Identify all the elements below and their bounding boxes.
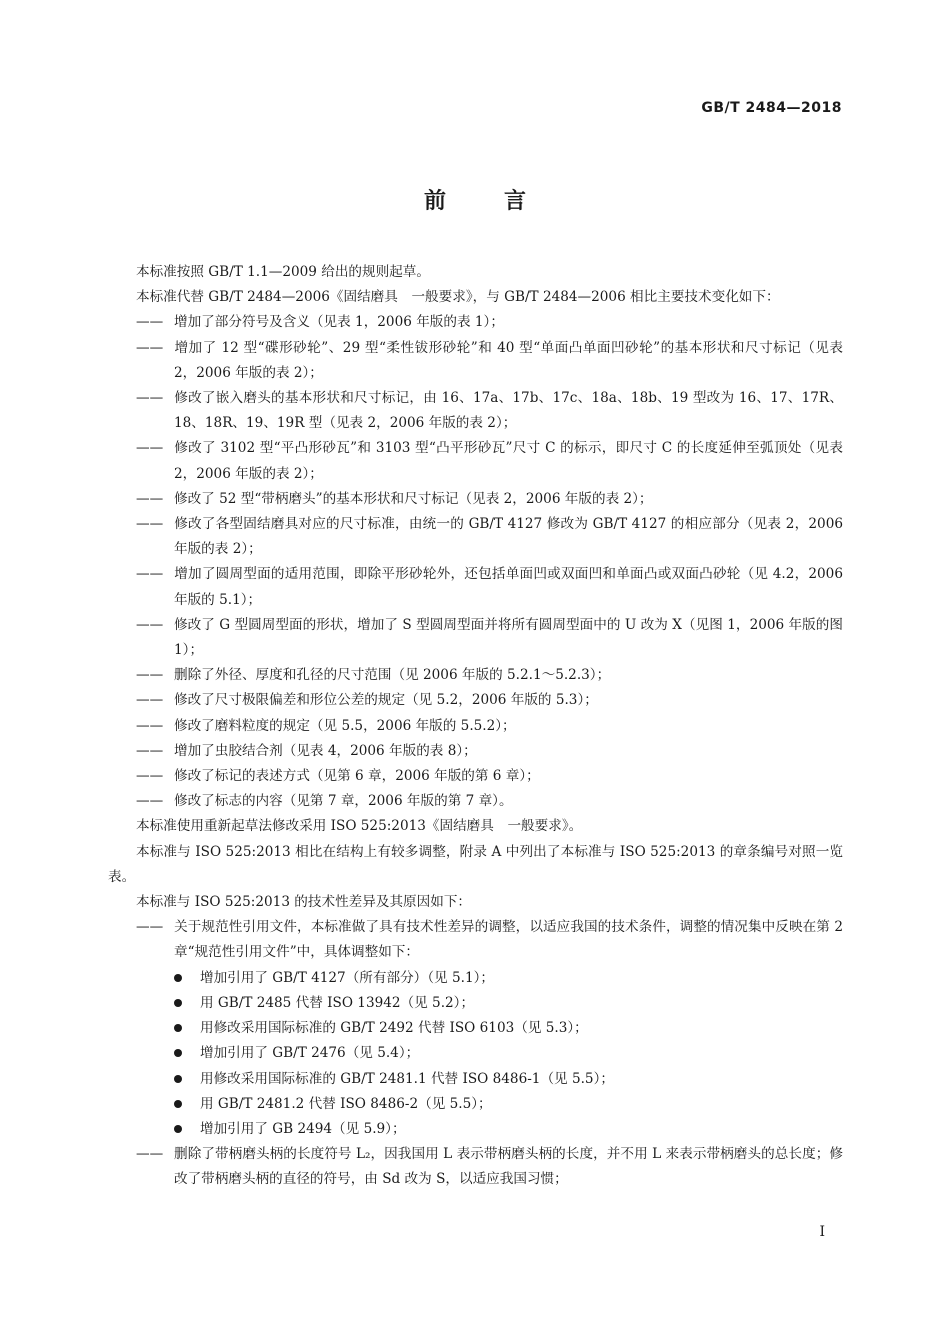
change-text: 增加了圆周型面的适用范围，即除平形砂轮外，还包括单面凹或双面凹和单面凸或双面凸砂轮（见 4.2，2006 年版的 5.1）； bbox=[174, 566, 843, 608]
change-text: 修改了 3102 型“平凸形砂瓦”和 3103 型“凸平形砂瓦”尺寸 C 的标示，即尺寸 C 的长度延伸至弧顶处（见表 2，2006 年版的表 2）； bbox=[174, 440, 843, 482]
bullet-icon bbox=[174, 1100, 182, 1108]
reference-text: 用 GB/T 2481.2 代替 ISO 8486-2（见 5.5）； bbox=[200, 1095, 492, 1112]
change-item bbox=[108, 310, 843, 335]
bullet-icon bbox=[174, 1075, 182, 1083]
dash-marker: —— bbox=[136, 793, 164, 810]
change-item bbox=[108, 739, 843, 764]
change-item bbox=[108, 386, 843, 436]
dash-marker: —— bbox=[136, 516, 164, 533]
changes-list bbox=[108, 310, 843, 814]
dash-marker: —— bbox=[136, 440, 164, 457]
difference-item bbox=[108, 915, 843, 965]
change-text: 修改了各型固结磨具对应的尺寸标准，由统一的 GB/T 4127 修改为 GB/T 4127 的相应部分（见表 2，2006 年版的表 2）； bbox=[174, 516, 843, 558]
dash-marker: —— bbox=[136, 490, 164, 507]
reference-text: 增加引用了 GB 2494（见 5.9）； bbox=[200, 1120, 406, 1137]
change-item bbox=[108, 512, 843, 562]
adoption-paragraph: 本标准与 ISO 525:2013 的技术性差异及其原因如下： bbox=[136, 894, 472, 911]
change-item bbox=[108, 688, 843, 713]
dash-marker: —— bbox=[136, 566, 164, 583]
difference-text: 删除了带柄磨头柄的长度符号 L₂，因我国用 L 表示带柄磨头柄的长度，并不用 L 来表示带柄磨头的总长度；修改了带柄磨头柄的直径的符号，由 Sd 改为 S，以适应我国习惯； bbox=[174, 1146, 843, 1188]
change-item bbox=[108, 562, 843, 612]
dash-marker: —— bbox=[136, 919, 164, 936]
reference-item bbox=[108, 1117, 843, 1142]
reference-item bbox=[108, 1016, 843, 1041]
reference-list bbox=[108, 966, 843, 1142]
change-item bbox=[108, 764, 843, 789]
bullet-icon bbox=[174, 999, 182, 1007]
dash-marker: —— bbox=[136, 717, 164, 734]
reference-item bbox=[108, 966, 843, 991]
change-item bbox=[108, 613, 843, 663]
change-text: 增加了 12 型“碟形砂轮”、29 型“柔性钹形砂轮”和 40 型“单面凸单面凹砂轮”的基本形状和尺寸标记（见表 2，2006 年版的表 2）； bbox=[174, 339, 843, 381]
intro-paragraph: 本标准代替 GB/T 2484—2006《固结磨具 一般要求》，与 GB/T 2484—2006 相比主要技术变化如下： bbox=[136, 289, 780, 306]
difference-text: 关于规范性引用文件，本标准做了具有技术性差异的调整，以适应我国的技术条件，调整的情况集中反映在第 2 章“规范性引用文件”中，具体调整如下： bbox=[174, 919, 843, 961]
change-text: 修改了 G 型圆周型面的形状，增加了 S 型圆周型面并将所有圆周型面中的 U 改为 X（见图 1，2006 年版的图 1）； bbox=[174, 616, 843, 659]
change-text: 修改了嵌入磨头的基本形状和尺寸标记，由 16、17a、17b、17c、18a、18b、19 型改为 16、17、17R、18、18R、19、19R 型（见表 2，2006 年版的表 2）； bbox=[174, 390, 843, 432]
adoption-paragraph: 本标准与 ISO 525:2013 相比在结构上有较多调整，附录 A 中列出了本标准与 ISO 525:2013 的章条编号对照一览表。 bbox=[108, 843, 843, 885]
change-item bbox=[108, 663, 843, 688]
reference-text: 增加引用了 GB/T 2476（见 5.4）； bbox=[200, 1045, 420, 1062]
bullet-icon bbox=[174, 1125, 182, 1133]
intro-paragraph: 本标准按照 GB/T 1.1—2009 给出的规则起草。 bbox=[136, 264, 430, 280]
change-item bbox=[108, 436, 843, 486]
adoption-paragraph: 本标准使用重新起草法修改采用 ISO 525:2013《固结磨具 一般要求》。 bbox=[136, 818, 583, 835]
change-text: 修改了标志的内容（见第 7 章，2006 年版的第 7 章）。 bbox=[174, 793, 513, 810]
change-item bbox=[108, 714, 843, 739]
standard-code: GB/T 2484—2018 bbox=[701, 100, 842, 116]
reference-text: 用修改采用国际标准的 GB/T 2492 代替 ISO 6103（见 5.3）； bbox=[200, 1020, 588, 1037]
reference-item bbox=[108, 1041, 843, 1066]
dash-marker: —— bbox=[136, 667, 164, 684]
dash-marker: —— bbox=[136, 390, 164, 407]
reference-text: 增加引用了 GB/T 4127（所有部分）（见 5.1）； bbox=[200, 969, 494, 986]
reference-item bbox=[108, 991, 843, 1016]
page-number: I bbox=[819, 1224, 825, 1240]
change-item bbox=[108, 336, 843, 386]
bullet-icon bbox=[174, 974, 182, 982]
reference-text: 用修改采用国际标准的 GB/T 2481.1 代替 ISO 8486-1（见 5.5）； bbox=[200, 1070, 614, 1087]
change-text: 修改了标记的表述方式（见第 6 章，2006 年版的第 6 章）； bbox=[174, 768, 540, 785]
change-text: 增加了虫胶结合剂（见表 4，2006 年版的表 8）； bbox=[174, 742, 477, 759]
reference-item bbox=[108, 1092, 843, 1117]
bullet-icon bbox=[174, 1049, 182, 1057]
change-text: 修改了 52 型“带柄磨头”的基本形状和尺寸标记（见表 2，2006 年版的表 2）； bbox=[174, 490, 653, 507]
document-body bbox=[108, 260, 843, 1193]
change-item bbox=[108, 487, 843, 512]
page-title: 前言 bbox=[423, 189, 584, 214]
dash-marker: —— bbox=[136, 742, 164, 759]
dash-marker: —— bbox=[136, 339, 164, 356]
change-item bbox=[108, 789, 843, 814]
change-text: 增加了部分符号及含义（见表 1，2006 年版的表 1）； bbox=[174, 314, 504, 331]
change-text: 修改了磨料粒度的规定（见 5.5，2006 年版的 5.5.2）； bbox=[174, 717, 516, 734]
reference-item bbox=[108, 1067, 843, 1092]
dash-marker: —— bbox=[136, 692, 164, 709]
difference-item bbox=[108, 1142, 843, 1192]
change-text: 修改了尺寸极限偏差和形位公差的规定（见 5.2，2006 年版的 5.3）； bbox=[174, 692, 598, 709]
dash-marker: —— bbox=[136, 314, 164, 331]
reference-text: 用 GB/T 2485 代替 ISO 13942（见 5.2）； bbox=[200, 994, 475, 1011]
dash-marker: —— bbox=[136, 616, 164, 633]
bullet-icon bbox=[174, 1024, 182, 1032]
dash-marker: —— bbox=[136, 1146, 164, 1163]
change-text: 删除了外径、厚度和孔径的尺寸范围（见 2006 年版的 5.2.1～5.2.3）； bbox=[174, 667, 611, 684]
dash-marker: —— bbox=[136, 768, 164, 785]
